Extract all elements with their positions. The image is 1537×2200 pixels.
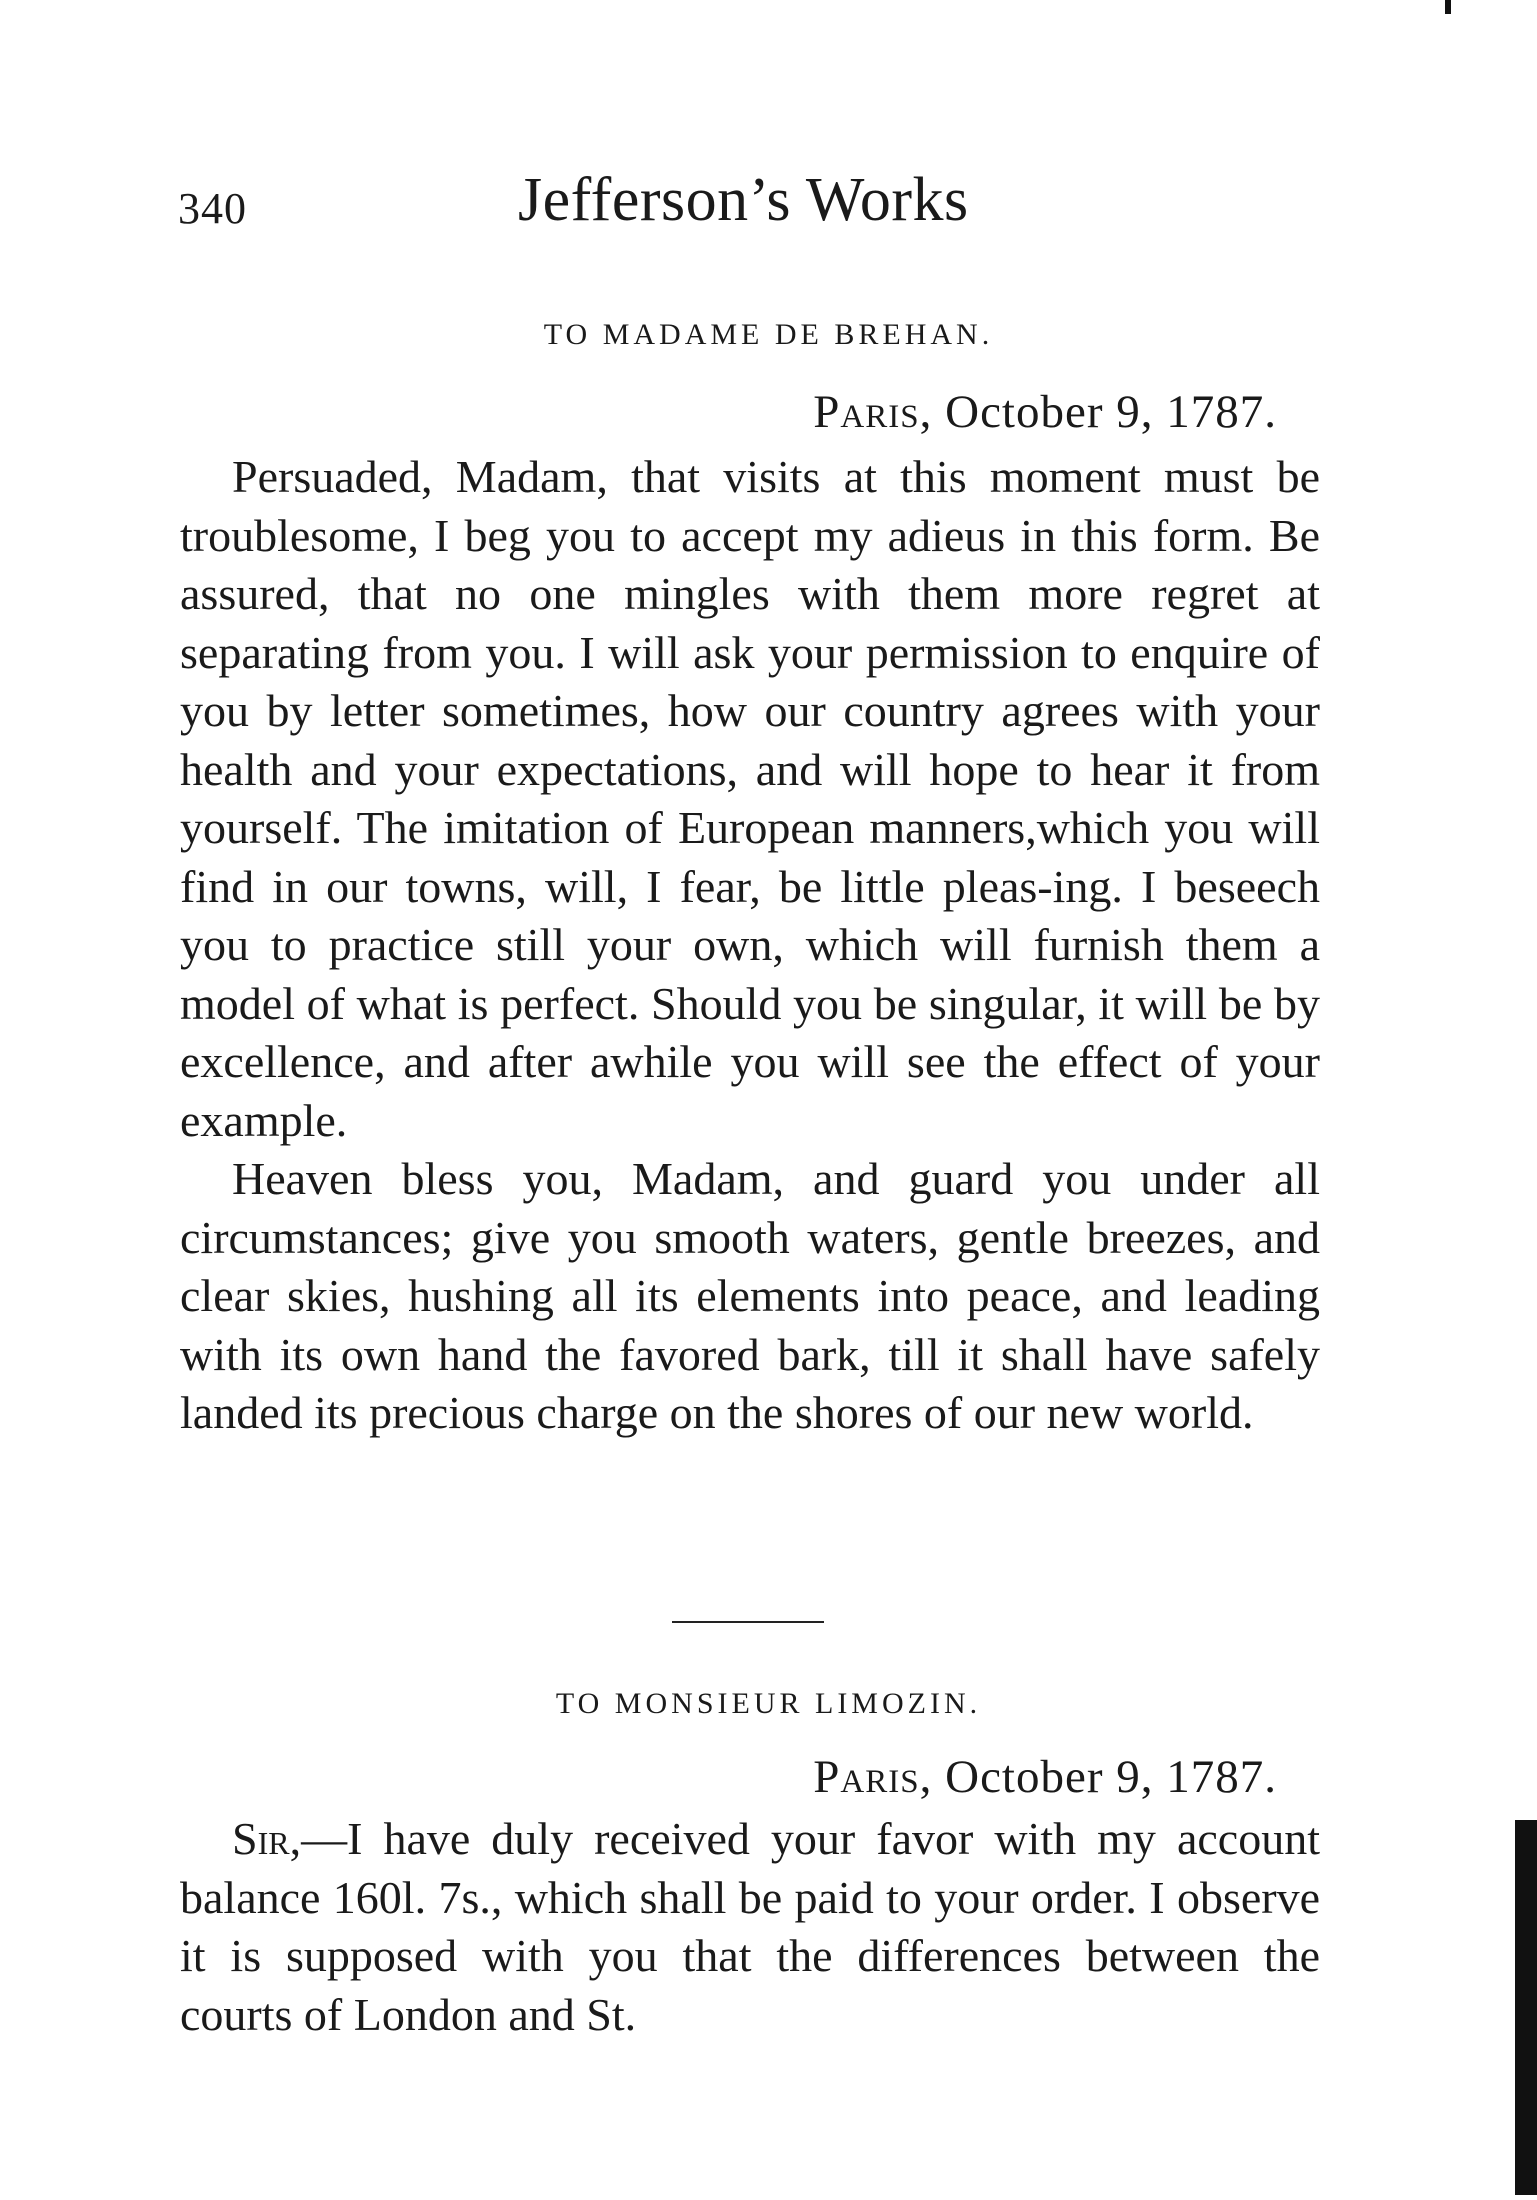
letter2-paragraph-1: [180, 1810, 1320, 2044]
letter2-heading: TO MONSIEUR LIMOZIN.: [555, 1687, 982, 1720]
letter2-opening: ,—I have duly received your favor with my account balance 160l. 7s., which shall be paid to your order. I observe it is supposed with you that the differences between the courts of London and St.: [180, 1813, 1320, 2040]
letter2-date: , October 9, 1787.: [919, 1751, 1277, 1803]
letter1-heading: TO MADAME DE BREHAN.: [543, 318, 994, 351]
letter2-dateline: [813, 1750, 1277, 1804]
letter1-body: [180, 448, 1320, 1443]
letter1-paragraph-2: Heaven bless you, Madam, and guard you under all circumstances; give you smooth waters, gentle breezes, and clear skies, hushing all its elements into peace, and leading with its own hand the favored bark, till it shall have safely landed its precious charge on the shores of our new world.: [180, 1153, 1320, 1438]
top-edge-speck: [1445, 0, 1451, 14]
page-number: 340: [178, 184, 247, 233]
letter1-place: Paris: [813, 386, 920, 438]
letter1-dateline: [813, 385, 1277, 439]
letter2-body: [180, 1810, 1320, 2044]
letter2-place: Paris: [813, 1751, 920, 1803]
letter1-date: , October 9, 1787.: [919, 386, 1277, 438]
page-edge-shadow: [1515, 1820, 1537, 2195]
section-divider: [672, 1621, 824, 1623]
letter2-salutation: Sir: [232, 1813, 290, 1864]
letter1-paragraph-1: Persuaded, Madam, that visits at this moment must be troublesome, I beg you to accept my adieus in this form. Be assured, that no one mingles with them more regret at separating from you. I will ask your permission to enquire of you by letter sometimes, how our country agrees with your health and your expectations, and will hope to hear it from yourself. The imitation of European manners,which you will find in our towns, will, I fear, be little pleas-ing. I beseech you to practice still your own, which will furnish them a model of what is perfect. Should you be singular, it will be by excellence, and after awhile you will see the effect of your example.: [180, 451, 1320, 1146]
page-header: [178, 165, 1328, 245]
running-title: Jefferson’s Works: [518, 166, 969, 234]
